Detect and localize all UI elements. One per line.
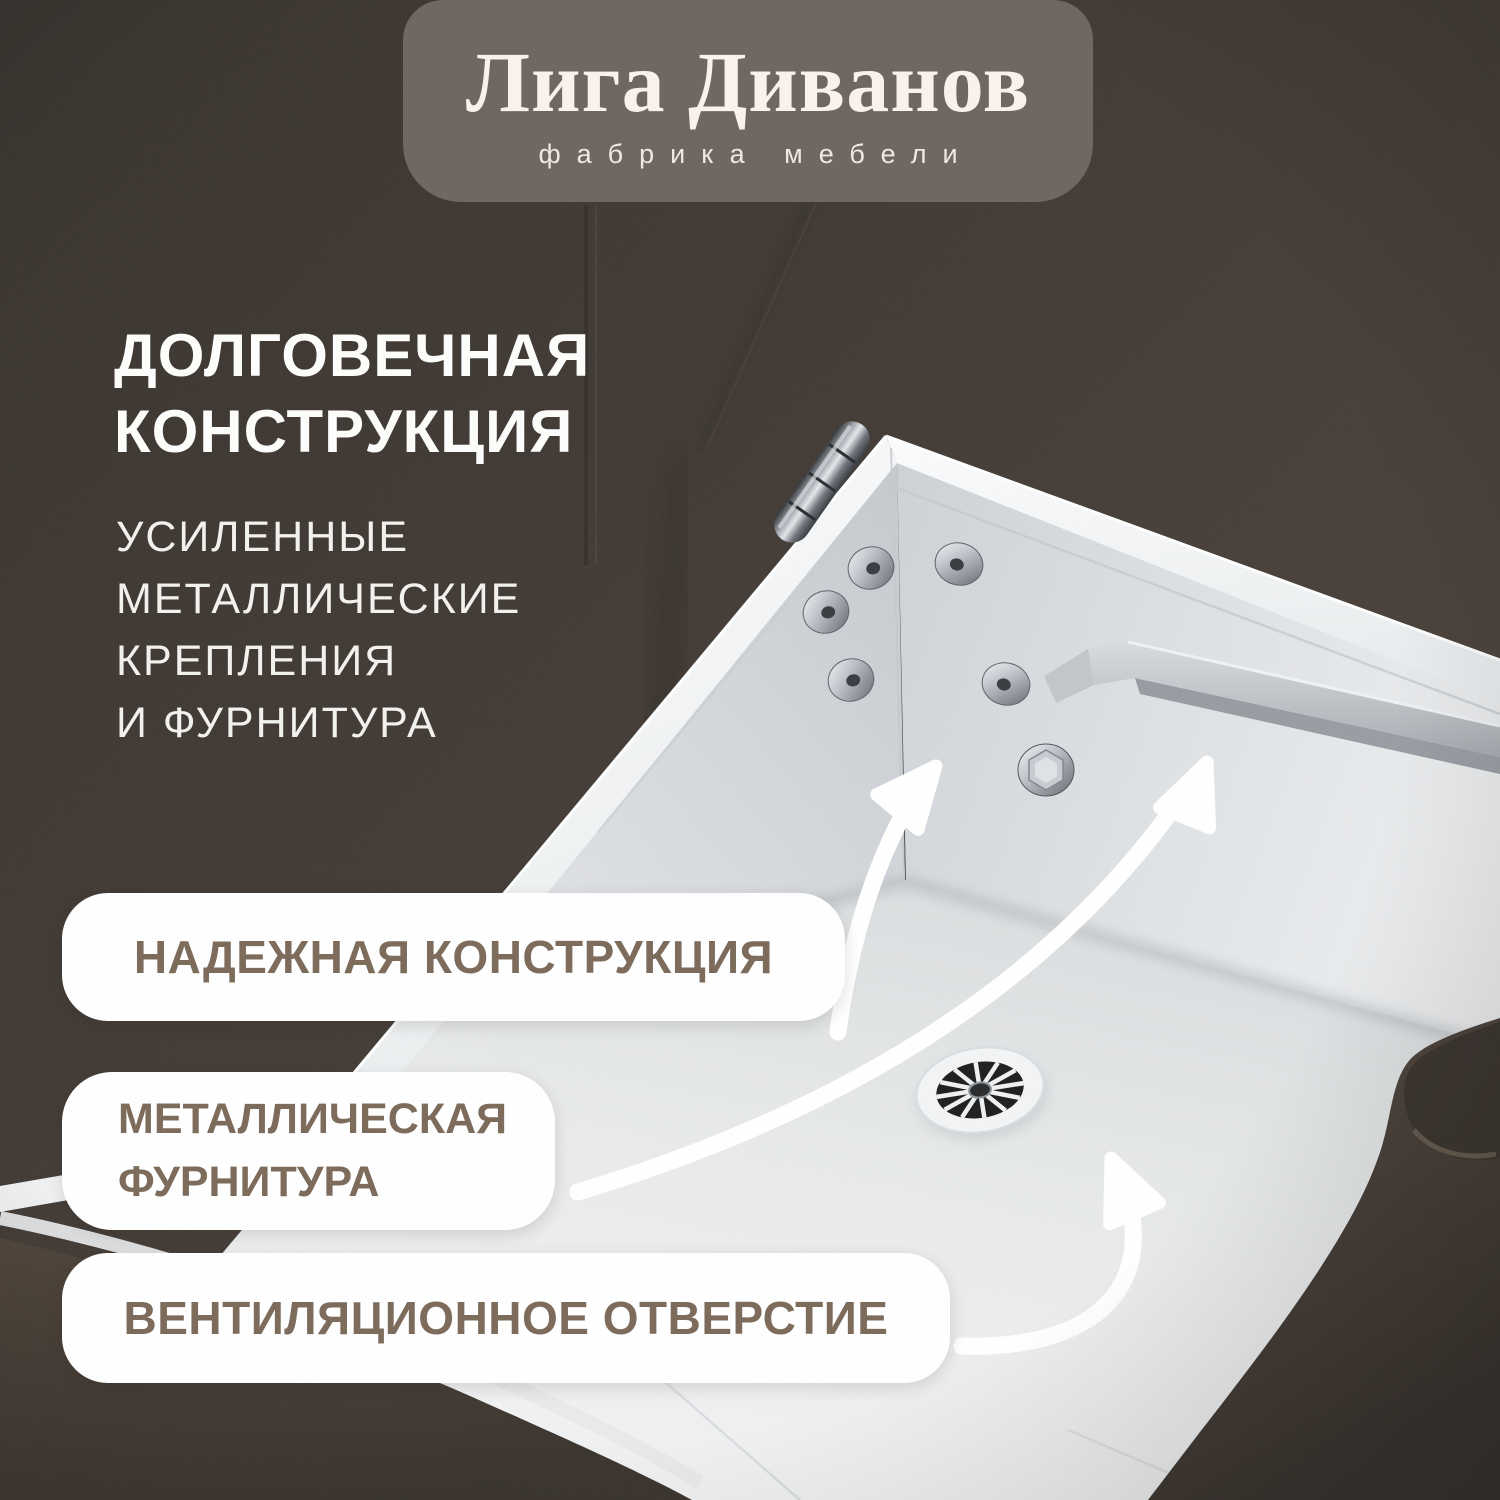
page-subtitle-line: УСИЛЕННЫЕ <box>116 513 410 561</box>
page-title <box>114 318 590 470</box>
page-title-line: КОНСТРУКЦИЯ <box>114 398 574 465</box>
brand-tagline: фабрика мебели <box>538 138 974 169</box>
page-title-line: ДОЛГОВЕЧНАЯ <box>114 322 591 389</box>
brand-badge <box>403 0 1093 202</box>
callout-label: НАДЕЖНАЯ КОНСТРУКЦИЯ <box>133 931 774 983</box>
page-subtitle-line: МЕТАЛЛИЧЕСКИЕ <box>116 575 522 623</box>
callout-label: ФУРНИТУРА <box>118 1158 380 1206</box>
callout-pill-reliable-construction <box>62 893 845 1021</box>
callout-label: МЕТАЛЛИЧЕСКАЯ <box>118 1095 508 1143</box>
callout-pill-vent-hole <box>62 1253 950 1383</box>
callout-pill-metal-hardware <box>62 1072 555 1230</box>
page-subtitle-line: И ФУРНИТУРА <box>116 699 438 747</box>
callout-label: ВЕНТИЛЯЦИОННОЕ ОТВЕРСТИЕ <box>123 1292 889 1344</box>
page-subtitle-line: КРЕПЛЕНИЯ <box>116 637 398 685</box>
page-subtitle <box>116 506 521 754</box>
brand-logo: Лига Диванов <box>465 33 1031 130</box>
